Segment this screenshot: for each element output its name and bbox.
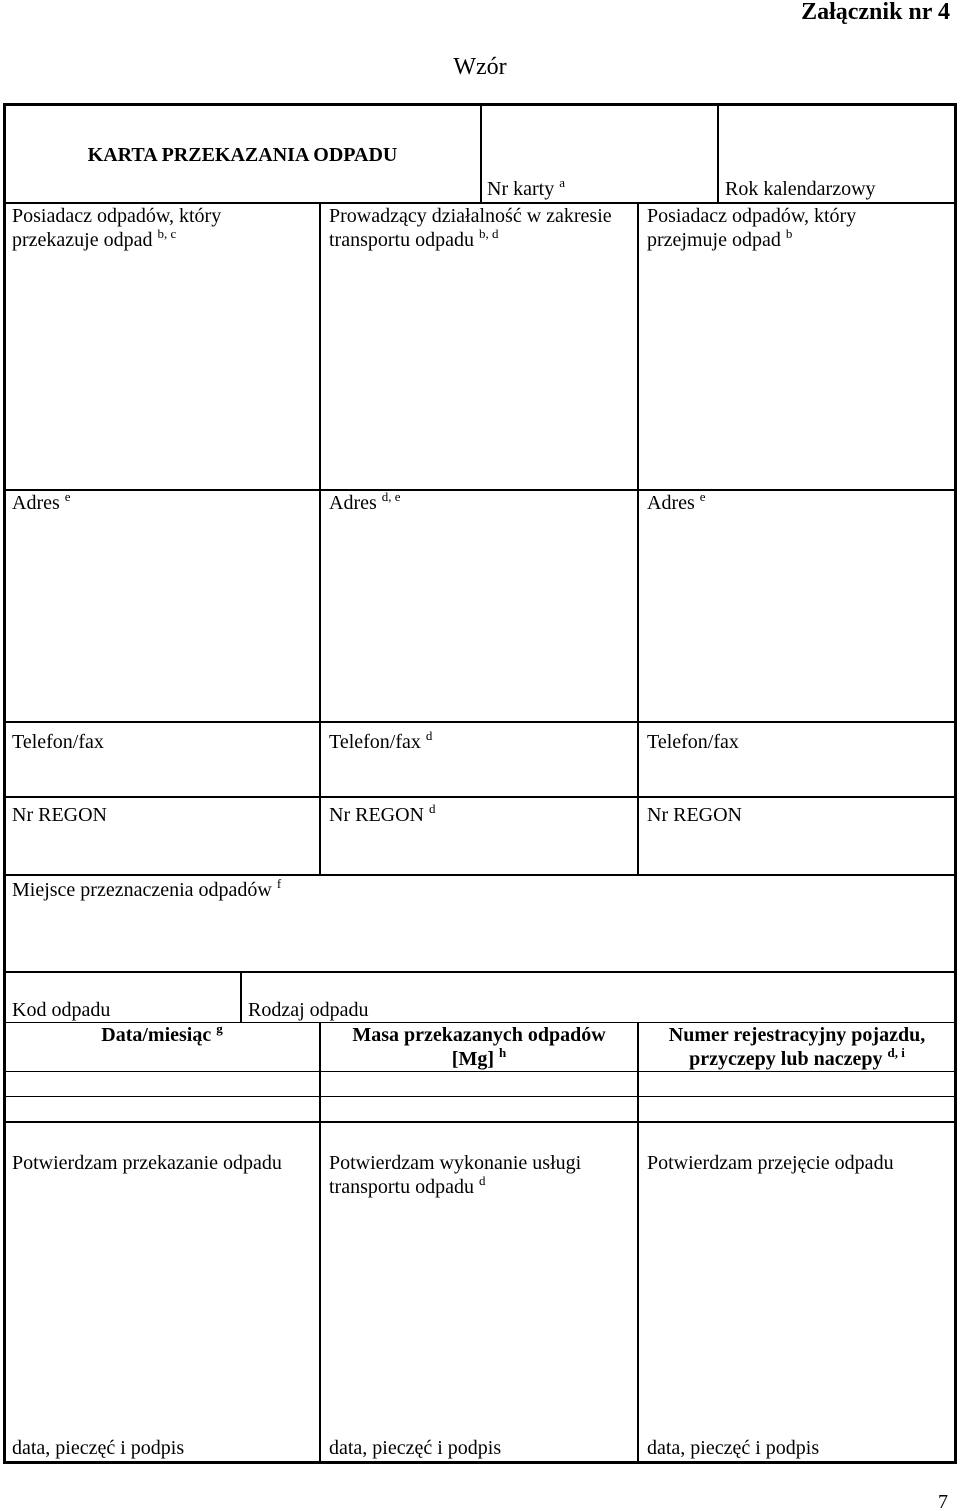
receiver-heading-line2: przejmuje odpad [647, 229, 781, 251]
carrier-address-label [329, 491, 401, 517]
transfer-table-cell [324, 1073, 634, 1095]
carrier-regon-label [329, 803, 436, 829]
footnote-marker: b, c [157, 226, 177, 241]
receiver-signature-label: data, pieczęć i podpis [647, 1437, 820, 1459]
divider-line [4, 1121, 956, 1123]
divider-line [4, 489, 956, 491]
vehicle-number-column-header [638, 1023, 956, 1073]
footnote-marker: b, d [478, 226, 499, 241]
sender-heading [12, 204, 221, 254]
address-text: Adres [647, 492, 695, 514]
attachment-label: Załącznik nr 4 [801, 0, 950, 25]
vehicle-header-line2: przyczepy lub naczepy [689, 1048, 883, 1070]
mass-header-line2: [Mg] [451, 1048, 494, 1070]
card-number-label [487, 177, 565, 203]
destination-label [12, 878, 281, 904]
sender-heading-line1: Posiadacz odpadów, który [12, 205, 222, 227]
sender-phone-label: Telefon/fax [12, 731, 104, 753]
carrier-phone-label [329, 730, 432, 756]
carrier-heading [329, 204, 612, 254]
divider-line [637, 203, 639, 876]
receiver-heading-line1: Posiadacz odpadów, który [647, 205, 857, 227]
footnote-marker: a [559, 175, 565, 190]
receiver-heading [647, 204, 856, 254]
transfer-table-cell [8, 1073, 316, 1095]
divider-line [717, 104, 719, 204]
footnote-marker: e [64, 489, 71, 504]
phone-text: Telefon/fax [329, 731, 421, 753]
footnote-marker: d, e [381, 489, 401, 504]
transfer-table-cell [8, 1098, 316, 1120]
date-column-header [4, 1023, 320, 1049]
divider-line [4, 874, 956, 876]
carrier-confirmation-label [329, 1151, 581, 1201]
footnote-marker: g [216, 1021, 223, 1036]
form-outer-border [3, 103, 957, 1464]
carrier-confirmation-line1: Potwierdzam wykonanie usługi [329, 1152, 582, 1174]
form-title: KARTA PRZEKAZANIA ODPADU [87, 144, 398, 166]
receiver-confirmation-label: Potwierdzam przejęcie odpadu [647, 1152, 894, 1174]
address-text: Adres [12, 492, 60, 514]
mass-column-header [320, 1023, 638, 1073]
footnote-marker: d, i [887, 1045, 905, 1060]
divider-line [4, 796, 956, 798]
divider-line [319, 1122, 321, 1462]
divider-line [637, 1122, 639, 1462]
address-text: Adres [329, 492, 377, 514]
divider-line [319, 203, 321, 876]
page-number: 7 [938, 1491, 948, 1511]
sender-address-label [12, 491, 71, 517]
carrier-heading-line2: transportu odpadu [329, 229, 474, 251]
receiver-regon-label: Nr REGON [647, 804, 742, 826]
divider-line [4, 971, 956, 973]
footnote-marker: d [478, 1173, 486, 1188]
footnote-marker: b [785, 226, 793, 241]
carrier-confirmation-line2: transportu odpadu [329, 1176, 474, 1198]
footnote-marker: f [276, 876, 282, 891]
carrier-signature-label: data, pieczęć i podpis [329, 1437, 502, 1459]
footnote-marker: d [425, 728, 433, 743]
divider-line [240, 972, 242, 1023]
waste-type-label: Rodzaj odpadu [248, 999, 369, 1021]
receiver-phone-label: Telefon/fax [647, 731, 739, 753]
sender-heading-line2: przekazuje odpad [12, 229, 153, 251]
sender-confirmation-label: Potwierdzam przekazanie odpadu [12, 1152, 282, 1174]
destination-text: Miejsce przeznaczenia odpadów [12, 879, 272, 901]
carrier-heading-line1: Prowadzący działalność w zakresie [329, 205, 612, 227]
mass-header-line1: Masa przekazanych odpadów [352, 1024, 606, 1046]
receiver-address-label [647, 491, 706, 517]
footnote-marker: e [699, 489, 706, 504]
card-number-text: Nr karty [487, 178, 555, 200]
template-label: Wzór [453, 54, 507, 80]
transfer-table-cell [324, 1098, 634, 1120]
transfer-table-cell [642, 1098, 952, 1120]
divider-line [4, 1096, 956, 1097]
waste-code-label: Kod odpadu [12, 999, 111, 1021]
footnote-marker: h [498, 1045, 507, 1060]
divider-line [4, 721, 956, 723]
calendar-year-label: Rok kalendarzowy [725, 178, 876, 200]
footnote-marker: d [429, 801, 436, 816]
sender-regon-label: Nr REGON [12, 804, 107, 826]
regon-text: Nr REGON [329, 804, 424, 826]
sender-signature-label: data, pieczęć i podpis [12, 1437, 185, 1459]
vehicle-header-line1: Numer rejestracyjny pojazdu, [668, 1024, 926, 1046]
date-header-text: Data/miesiąc [101, 1024, 212, 1046]
transfer-table-cell [642, 1073, 952, 1095]
